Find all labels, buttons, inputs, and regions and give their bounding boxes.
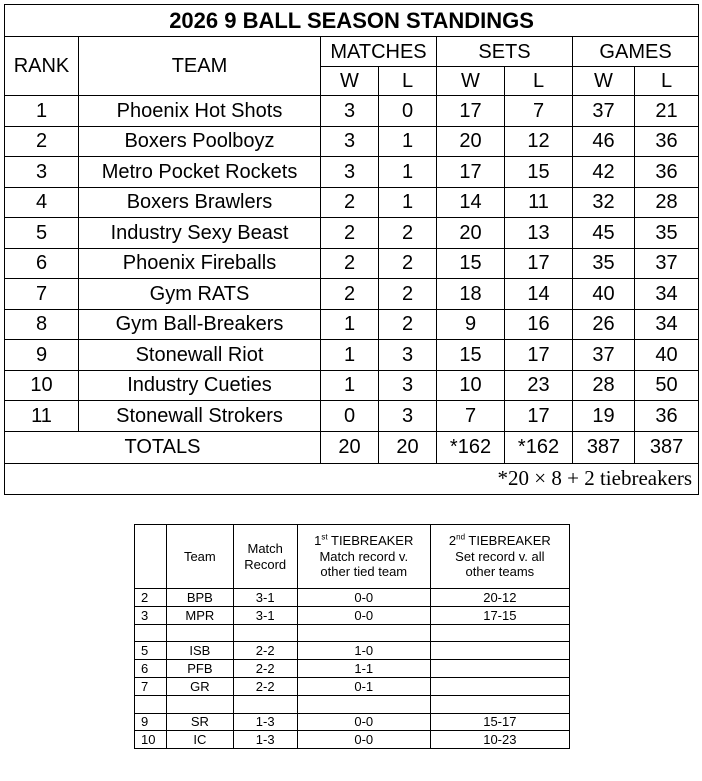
matches-w-cell: 3: [321, 157, 379, 188]
rank-cell: 1: [5, 96, 79, 127]
tb-rank-cell: 3: [135, 606, 167, 624]
tb-rank-cell: 9: [135, 713, 167, 731]
team-header: TEAM: [79, 37, 321, 96]
tb2-cell: 17-15: [430, 606, 569, 624]
tb-record-cell: 2-2: [233, 642, 297, 660]
tb2-ordinal: 2: [448, 533, 457, 549]
tb1-ordinal-suffix: st: [321, 532, 328, 542]
sets-w-cell: 14: [437, 187, 505, 218]
sets-header: SETS: [437, 37, 573, 67]
games-w-cell: 42: [573, 157, 635, 188]
games-w-cell: 45: [573, 218, 635, 249]
tb-rank-cell: 2: [135, 589, 167, 607]
sets-w-cell: 20: [437, 218, 505, 249]
matches-l-header: L: [379, 67, 437, 96]
tb-rank-cell: 7: [135, 677, 167, 695]
tb1-cell: 0-0: [297, 731, 430, 749]
tiebreak-row: [135, 660, 570, 678]
games-l-cell: 36: [635, 157, 699, 188]
totals-matches-l: 20: [379, 431, 437, 463]
games-w-cell: 35: [573, 248, 635, 279]
tb2-cell: [430, 642, 569, 660]
sets-l-cell: 14: [505, 279, 573, 310]
sets-l-cell: 17: [505, 401, 573, 432]
totals-sets-l: *162: [505, 431, 573, 463]
sets-l-cell: 17: [505, 248, 573, 279]
tb-record-cell: [233, 624, 297, 642]
team-cell: Phoenix Fireballs: [79, 248, 321, 279]
team-cell: Metro Pocket Rockets: [79, 157, 321, 188]
tb1-cell: [297, 624, 430, 642]
tiebreak-row: [135, 695, 570, 713]
totals-games-w: 387: [573, 431, 635, 463]
tb-team-header: Team: [167, 525, 233, 589]
matches-w-cell: 1: [321, 340, 379, 371]
tb-record-header-line2: Record: [244, 556, 287, 572]
tb-team-cell: [167, 695, 233, 713]
standings-title: 2026 9 BALL SEASON STANDINGS: [5, 5, 699, 37]
tb2-cell: [430, 660, 569, 678]
matches-w-cell: 3: [321, 96, 379, 127]
sets-l-cell: 13: [505, 218, 573, 249]
games-l-header: L: [635, 67, 699, 96]
matches-w-cell: 1: [321, 370, 379, 401]
matches-l-cell: 1: [379, 157, 437, 188]
tb-rank-header: [135, 525, 167, 589]
sets-w-cell: 20: [437, 126, 505, 157]
standings-row: [5, 340, 699, 371]
sets-l-cell: 23: [505, 370, 573, 401]
matches-l-cell: 2: [379, 309, 437, 340]
tb-team-cell: BPB: [167, 589, 233, 607]
totals-label: TOTALS: [5, 431, 321, 463]
matches-l-cell: 3: [379, 340, 437, 371]
tb2-cell: 15-17: [430, 713, 569, 731]
tb-record-cell: 3-1: [233, 606, 297, 624]
standings-row: [5, 401, 699, 432]
tb2-cell: [430, 624, 569, 642]
team-cell: Industry Sexy Beast: [79, 218, 321, 249]
sets-l-cell: 12: [505, 126, 573, 157]
tb-record-cell: 1-3: [233, 731, 297, 749]
team-cell: Stonewall Strokers: [79, 401, 321, 432]
tb-team-cell: ISB: [167, 642, 233, 660]
standings-row: [5, 157, 699, 188]
standings-row: [5, 248, 699, 279]
tb2-cell: [430, 677, 569, 695]
rank-cell: 11: [5, 401, 79, 432]
standings-row: [5, 218, 699, 249]
games-w-cell: 46: [573, 126, 635, 157]
tb1-cell: [297, 695, 430, 713]
standings-row: [5, 96, 699, 127]
matches-w-cell: 2: [321, 218, 379, 249]
rank-cell: 6: [5, 248, 79, 279]
sets-w-cell: 15: [437, 248, 505, 279]
matches-l-cell: 2: [379, 248, 437, 279]
rank-cell: 7: [5, 279, 79, 310]
tb-record-header-line1: Match: [247, 540, 283, 556]
standings-row: [5, 279, 699, 310]
tb1-cell: 0-0: [297, 713, 430, 731]
team-cell: Phoenix Hot Shots: [79, 96, 321, 127]
standings-row: [5, 370, 699, 401]
tb1-cell: 1-1: [297, 660, 430, 678]
matches-w-cell: 2: [321, 187, 379, 218]
tiebreaker-table: [134, 524, 570, 749]
tb2-ordinal-suffix: nd: [456, 532, 466, 542]
team-cell: Industry Cueties: [79, 370, 321, 401]
tb2-cell: [430, 695, 569, 713]
tb-team-cell: IC: [167, 731, 233, 749]
rank-cell: 5: [5, 218, 79, 249]
matches-w-cell: 2: [321, 248, 379, 279]
sets-w-cell: 18: [437, 279, 505, 310]
tb1-header-line1: [298, 533, 430, 549]
tb1-cell: 1-0: [297, 642, 430, 660]
matches-l-cell: 3: [379, 370, 437, 401]
rank-cell: 2: [5, 126, 79, 157]
tb-record-cell: 1-3: [233, 713, 297, 731]
games-w-cell: 32: [573, 187, 635, 218]
team-cell: Boxers Brawlers: [79, 187, 321, 218]
games-l-cell: 50: [635, 370, 699, 401]
games-l-cell: 34: [635, 279, 699, 310]
team-cell: Boxers Poolboyz: [79, 126, 321, 157]
games-l-cell: 21: [635, 96, 699, 127]
games-l-cell: 36: [635, 126, 699, 157]
tiebreak-row: [135, 624, 570, 642]
sets-l-cell: 17: [505, 340, 573, 371]
tb1-header-line3: other tied team: [320, 564, 408, 580]
games-w-cell: 40: [573, 279, 635, 310]
totals-row: [5, 431, 699, 463]
tb-record-cell: 3-1: [233, 589, 297, 607]
tb2-header: [430, 525, 569, 589]
sets-w-header: W: [437, 67, 505, 96]
games-l-cell: 40: [635, 340, 699, 371]
matches-w-cell: 1: [321, 309, 379, 340]
sets-w-cell: 7: [437, 401, 505, 432]
sets-w-cell: 17: [437, 157, 505, 188]
tb2-cell: 20-12: [430, 589, 569, 607]
tiebreak-row: [135, 677, 570, 695]
tiebreak-row: [135, 713, 570, 731]
games-w-header: W: [573, 67, 635, 96]
sets-w-cell: 9: [437, 309, 505, 340]
tb2-header-line1: [431, 533, 569, 549]
tb2-header-line2: Set record v. all: [455, 548, 545, 564]
tb-rank-cell: 10: [135, 731, 167, 749]
games-w-cell: 37: [573, 340, 635, 371]
team-cell: Gym RATS: [79, 279, 321, 310]
sets-w-cell: 10: [437, 370, 505, 401]
totals-matches-w: 20: [321, 431, 379, 463]
totals-sets-w: *162: [437, 431, 505, 463]
games-w-cell: 28: [573, 370, 635, 401]
sets-w-cell: 15: [437, 340, 505, 371]
sets-l-cell: 7: [505, 96, 573, 127]
standings-row: [5, 126, 699, 157]
tb1-ordinal: 1: [314, 533, 322, 549]
tb-record-header: [233, 525, 297, 589]
sets-l-header: L: [505, 67, 573, 96]
tb-rank-cell: 5: [135, 642, 167, 660]
tb2-title: TIEBREAKER: [465, 533, 551, 549]
matches-l-cell: 0: [379, 96, 437, 127]
games-w-cell: 19: [573, 401, 635, 432]
matches-l-cell: 3: [379, 401, 437, 432]
tb1-cell: 0-0: [297, 589, 430, 607]
matches-l-cell: 1: [379, 187, 437, 218]
games-header: GAMES: [573, 37, 699, 67]
games-l-cell: 35: [635, 218, 699, 249]
games-w-cell: 26: [573, 309, 635, 340]
standings-row: [5, 309, 699, 340]
tiebreak-row: [135, 589, 570, 607]
games-l-cell: 34: [635, 309, 699, 340]
games-l-cell: 37: [635, 248, 699, 279]
tb-team-cell: PFB: [167, 660, 233, 678]
standings-table: [4, 4, 699, 495]
matches-l-cell: 1: [379, 126, 437, 157]
tb-team-cell: [167, 624, 233, 642]
matches-w-cell: 0: [321, 401, 379, 432]
games-l-cell: 36: [635, 401, 699, 432]
tb1-cell: 0-1: [297, 677, 430, 695]
matches-l-cell: 2: [379, 279, 437, 310]
tiebreak-row: [135, 606, 570, 624]
tb-team-cell: SR: [167, 713, 233, 731]
matches-w-cell: 3: [321, 126, 379, 157]
tb2-cell: 10-23: [430, 731, 569, 749]
tiebreak-row: [135, 731, 570, 749]
tb1-header: [297, 525, 430, 589]
tb-record-cell: 2-2: [233, 660, 297, 678]
sets-l-cell: 16: [505, 309, 573, 340]
tb-team-cell: MPR: [167, 606, 233, 624]
rank-cell: 4: [5, 187, 79, 218]
rank-header: RANK: [5, 37, 79, 96]
team-cell: Stonewall Riot: [79, 340, 321, 371]
tb-record-cell: [233, 695, 297, 713]
tb1-title: TIEBREAKER: [327, 533, 414, 549]
tb-team-cell: GR: [167, 677, 233, 695]
matches-w-cell: 2: [321, 279, 379, 310]
tb-rank-cell: [135, 624, 167, 642]
footnote: *20 × 8 + 2 tiebreakers: [5, 463, 699, 494]
tb1-header-line2: Match record v.: [319, 548, 409, 564]
matches-l-cell: 2: [379, 218, 437, 249]
team-cell: Gym Ball-Breakers: [79, 309, 321, 340]
tiebreak-row: [135, 642, 570, 660]
rank-cell: 10: [5, 370, 79, 401]
tb-record-cell: 2-2: [233, 677, 297, 695]
rank-cell: 8: [5, 309, 79, 340]
sets-l-cell: 15: [505, 157, 573, 188]
sets-w-cell: 17: [437, 96, 505, 127]
totals-games-l: 387: [635, 431, 699, 463]
matches-w-header: W: [321, 67, 379, 96]
tb-rank-cell: 6: [135, 660, 167, 678]
tb1-cell: 0-0: [297, 606, 430, 624]
tb-rank-cell: [135, 695, 167, 713]
games-l-cell: 28: [635, 187, 699, 218]
standings-row: [5, 187, 699, 218]
tb2-header-line3: other teams: [465, 564, 535, 580]
rank-cell: 9: [5, 340, 79, 371]
matches-header: MATCHES: [321, 37, 437, 67]
sets-l-cell: 11: [505, 187, 573, 218]
rank-cell: 3: [5, 157, 79, 188]
games-w-cell: 37: [573, 96, 635, 127]
